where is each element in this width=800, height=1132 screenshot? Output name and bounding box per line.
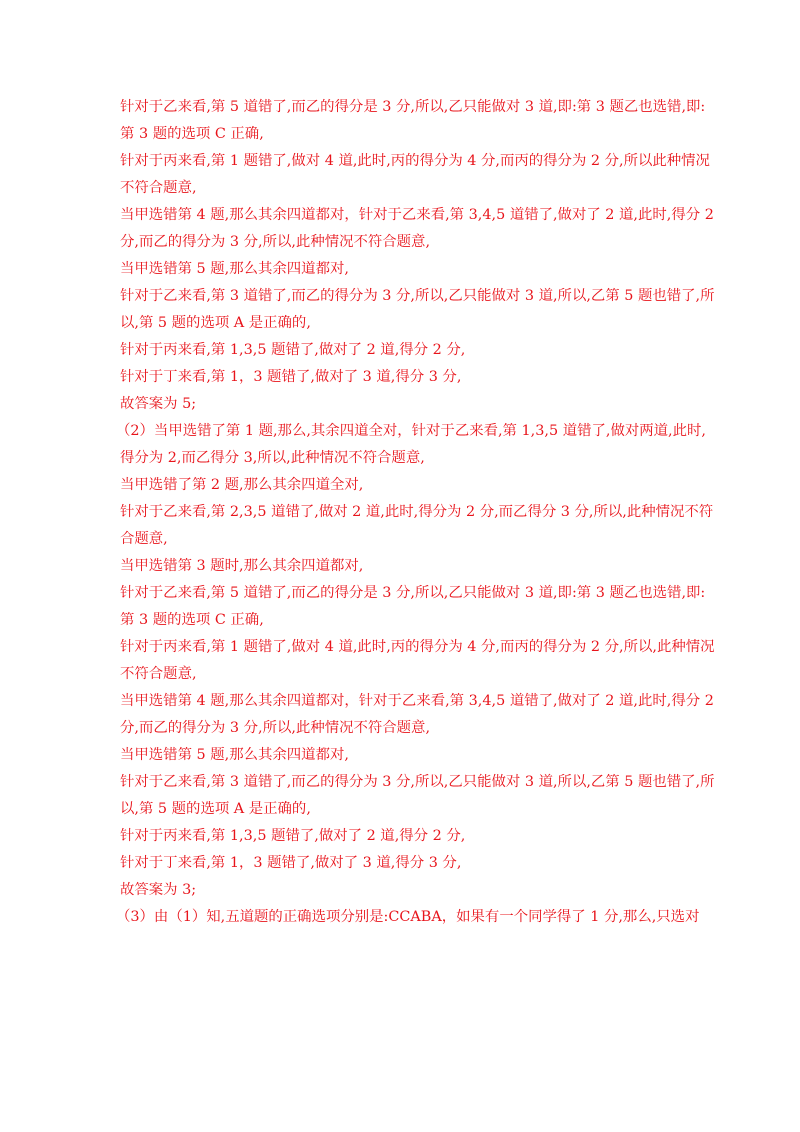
text-line: 得分为 2,而乙得分 3,所以,此种情况不符合题意, (120, 450, 425, 466)
text-line: 不符合题意, (120, 180, 197, 196)
text-line: 当甲选错第 3 题时,那么其余四道都对, (120, 558, 364, 574)
text-line: 针对于丙来看,第 1,3,5 题错了,做对了 2 道,得分 2 分, (120, 342, 466, 358)
text-line: 针对于乙来看,第 3 道错了,而乙的得分为 3 分,所以,乙只能做对 3 道,所以,乙第 5 题也错了,所 (120, 774, 715, 790)
text-line: 针对于丙来看,第 1,3,5 题错了,做对了 2 道,得分 2 分, (120, 828, 466, 844)
text-line: 当甲选错第 4 题,那么其余四道都对，针对于乙来看,第 3,4,5 道错了,做对了 2 道,此时,得分 2 (120, 693, 714, 709)
text-line: 针对于乙来看,第 5 道错了,而乙的得分是 3 分,所以,乙只能做对 3 道,即:第 3 题乙也选错,即: (120, 99, 706, 115)
text-line: 当甲选错了第 2 题,那么其余四道全对, (120, 477, 364, 493)
text-line: （3）由（1）知,五道题的正确选项分别是:CCABA，如果有一个同学得了 1 分,那么,只选对 (116, 909, 700, 925)
text-line: 针对于丁来看,第 1，3 题错了,做对了 3 道,得分 3 分, (120, 855, 462, 871)
text-line: 当甲选错第 5 题,那么其余四道都对, (120, 747, 349, 763)
text-line: 分,而乙的得分为 3 分,所以,此种情况不符合题意, (120, 720, 431, 736)
text-line: 以,第 5 题的选项 A 是正确的, (120, 801, 311, 817)
text-line: 故答案为 3; (120, 882, 197, 898)
text-line: 第 3 题的选项 C 正确, (120, 126, 264, 142)
text-line: 分,而乙的得分为 3 分,所以,此种情况不符合题意, (120, 234, 431, 250)
solution-text (116, 94, 715, 931)
text-line: 当甲选错第 4 题,那么其余四道都对，针对于乙来看,第 3,4,5 道错了,做对了 2 道,此时,得分 2 (120, 207, 714, 223)
text-line: 当甲选错第 5 题,那么其余四道都对, (120, 261, 349, 277)
text-line: 以,第 5 题的选项 A 是正确的, (120, 315, 311, 331)
text-line: （2）当甲选错了第 1 题,那么,其余四道全对，针对于乙来看,第 1,3,5 道错了,做对两道,此时, (116, 423, 706, 439)
text-line: 针对于乙来看,第 3 道错了,而乙的得分为 3 分,所以,乙只能做对 3 道,所以,乙第 5 题也错了,所 (120, 288, 715, 304)
text-line: 针对于丙来看,第 1 题错了,做对 4 道,此时,丙的得分为 4 分,而丙的得分为 2 分,所以此种情况 (120, 153, 710, 169)
text-line: 第 3 题的选项 C 正确, (120, 612, 264, 628)
text-line: 针对于乙来看,第 2,3,5 道错了,做对 2 道,此时,得分为 2 分,而乙得分 3 分,所以,此种情况不符 (120, 504, 714, 520)
text-line: 合题意, (120, 531, 168, 547)
text-line: 针对于丁来看,第 1，3 题错了,做对了 3 道,得分 3 分, (120, 369, 462, 385)
text-line: 针对于丙来看,第 1 题错了,做对 4 道,此时,丙的得分为 4 分,而丙的得分为 2 分,所以,此种情况 (120, 639, 715, 655)
text-line: 不符合题意, (120, 666, 197, 682)
text-line: 针对于乙来看,第 5 道错了,而乙的得分是 3 分,所以,乙只能做对 3 道,即:第 3 题乙也选错,即: (120, 585, 706, 601)
text-line: 故答案为 5; (120, 396, 197, 412)
